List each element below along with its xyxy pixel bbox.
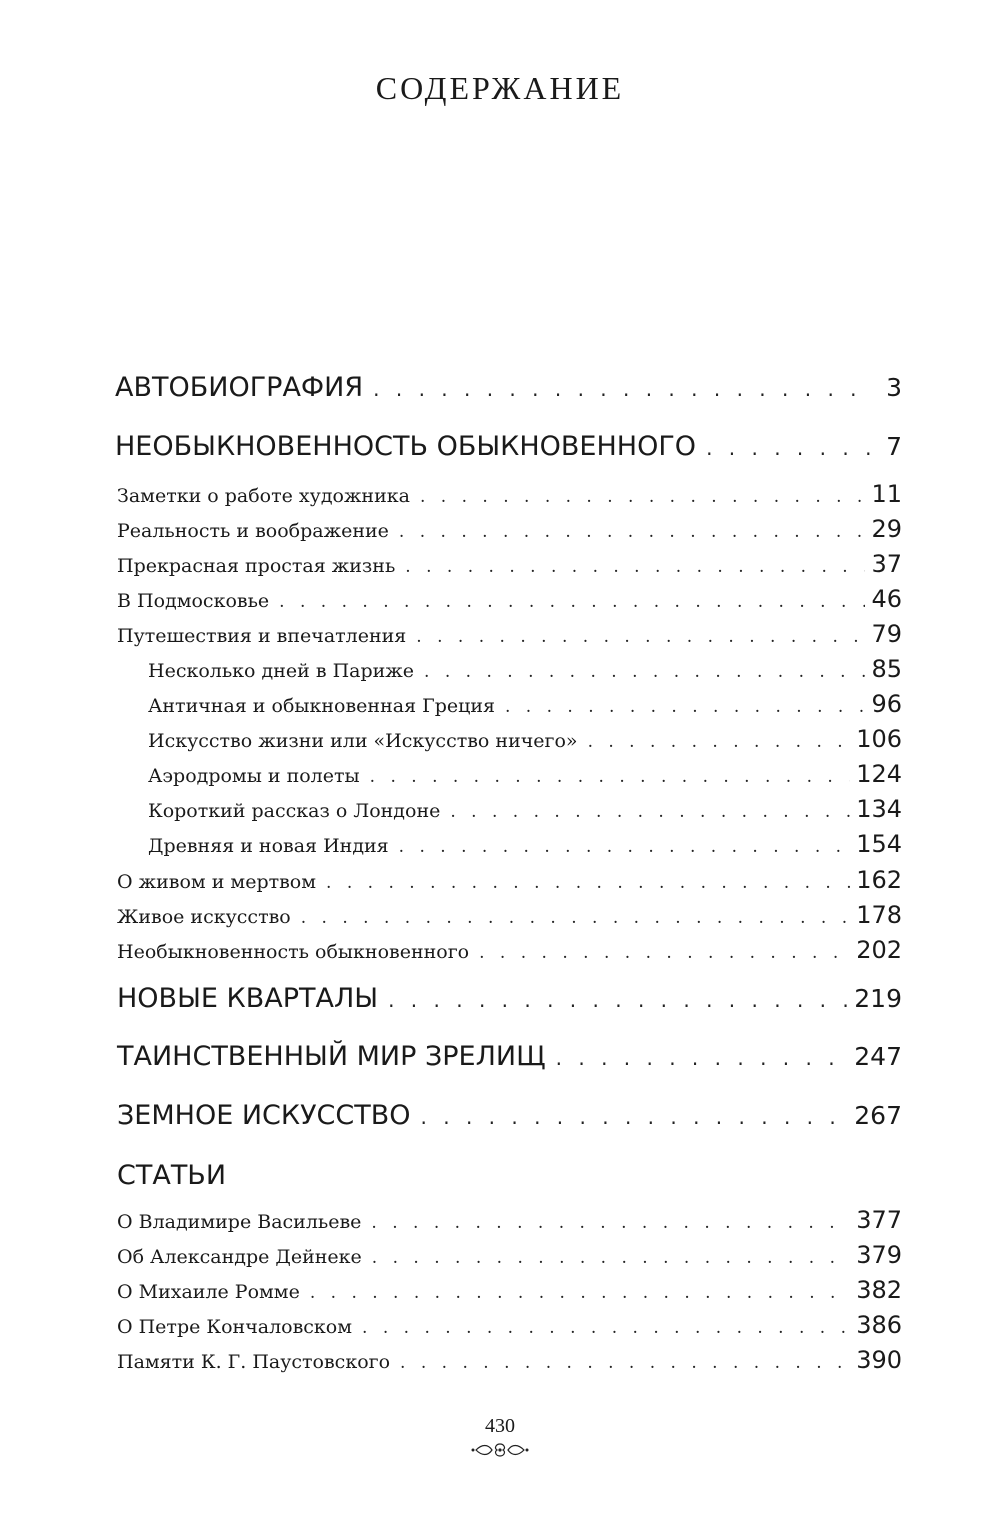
dot-leader [370, 767, 851, 787]
toc-entry-unusualness[interactable] [115, 431, 902, 462]
dot-leader [479, 943, 850, 963]
toc-article-entry[interactable] [117, 1346, 902, 1374]
toc-entry-page: 79 [871, 620, 902, 648]
toc-entry-label: Памяти К. Г. Паустовского [117, 1351, 391, 1373]
toc-entry-page: 106 [856, 725, 902, 753]
toc-entry-autobiography[interactable] [115, 372, 902, 403]
dot-leader [416, 627, 865, 647]
dot-leader [421, 1105, 849, 1129]
toc-subentry[interactable] [117, 515, 902, 543]
toc-entry-label: Необыкновенность обыкновенного [117, 941, 470, 963]
dot-leader [450, 802, 850, 822]
toc-travel-entry[interactable] [148, 830, 902, 858]
toc-entry-page: 382 [856, 1276, 902, 1304]
toc-entry-label: Путешествия и впечатления [117, 625, 407, 647]
toc-entry-label: НОВЫЕ КВАРТАЛЫ [117, 983, 379, 1014]
dot-leader [279, 592, 865, 612]
toc-entry-page: 162 [856, 866, 902, 894]
toc-subentry[interactable] [117, 585, 902, 613]
toc-entry-label: Аэродромы и полеты [148, 765, 360, 787]
dot-leader [706, 436, 870, 460]
toc-entry-page: 377 [856, 1206, 902, 1234]
toc-subentry[interactable] [117, 480, 902, 508]
toc-entry-label: Несколько дней в Париже [148, 660, 415, 682]
toc-entry-page: 96 [871, 690, 902, 718]
toc-entry-page: 390 [856, 1346, 902, 1374]
toc-entry-label: Заметки о работе художника [117, 485, 410, 507]
dot-leader [388, 988, 848, 1012]
toc-entry-page: 267 [854, 1101, 902, 1130]
toc-article-entry[interactable] [117, 1311, 902, 1339]
toc-entry-page: 3 [886, 373, 902, 402]
page-number: 430 [485, 1415, 515, 1437]
toc-entry-page: 124 [856, 760, 902, 788]
toc-travel-entry[interactable] [148, 690, 902, 718]
toc-entry-page: 46 [871, 585, 902, 613]
toc-entry-page: 37 [871, 550, 902, 578]
toc-entry-label: В Подмосковье [117, 590, 270, 612]
dot-leader [373, 377, 870, 401]
dot-leader [399, 522, 866, 542]
toc-travel-entry[interactable] [148, 760, 902, 788]
dot-leader [399, 837, 851, 857]
toc-subentry[interactable] [117, 550, 902, 578]
toc-subentry[interactable] [117, 936, 902, 964]
toc-entry-page: 247 [854, 1042, 902, 1071]
toc-subentry[interactable] [117, 866, 902, 894]
dot-leader [372, 1248, 850, 1268]
toc-entry-page: 11 [871, 480, 902, 508]
toc-entry-page: 154 [856, 830, 902, 858]
toc-article-entry[interactable] [117, 1241, 902, 1269]
page-title: СОДЕРЖАНИЕ [375, 70, 625, 106]
toc-article-entry[interactable] [117, 1276, 902, 1304]
dot-leader [371, 1213, 850, 1233]
dot-leader [424, 662, 865, 682]
toc-entry-page: 29 [871, 515, 902, 543]
toc-entry-page: 219 [854, 984, 902, 1013]
toc-entry-earthly-art[interactable] [117, 1100, 902, 1131]
toc-travel-entry[interactable] [148, 725, 902, 753]
dot-leader [362, 1318, 850, 1338]
toc-entry-label: ЗЕМНОЕ ИСКУССТВО [117, 1100, 411, 1131]
toc-entry-label: О Петре Кончаловском [117, 1316, 353, 1338]
toc-entry-page: 134 [856, 795, 902, 823]
dot-leader [405, 557, 865, 577]
toc-travel-entry[interactable] [148, 795, 902, 823]
dot-leader [310, 1283, 850, 1303]
toc-entry-label: Прекрасная простая жизнь [117, 555, 396, 577]
toc-entry-page: 85 [871, 655, 902, 683]
toc-entry-mysterious-world[interactable] [117, 1041, 902, 1072]
toc-entry-label: НЕОБЫКНОВЕННОСТЬ ОБЫКНОВЕННОГО [115, 431, 697, 462]
toc-article-entry[interactable] [117, 1206, 902, 1234]
dot-leader [400, 1353, 850, 1373]
toc-entry-label: О Владимире Васильеве [117, 1211, 362, 1233]
toc-travel-entry[interactable] [148, 655, 902, 683]
dot-leader [420, 487, 865, 507]
toc-entry-page: 178 [856, 901, 902, 929]
dot-leader [588, 732, 851, 752]
toc-entry-page: 202 [856, 936, 902, 964]
toc-entry-label: Живое искусство [117, 906, 291, 928]
toc-entry-label: Короткий рассказ о Лондоне [148, 800, 441, 822]
toc-entry-label: Античная и обыкновенная Греция [148, 695, 495, 717]
toc-subentry[interactable] [117, 620, 902, 648]
dot-leader [505, 697, 865, 717]
toc-entry-page: 379 [856, 1241, 902, 1269]
toc-entry-label: Реальность и воображение [117, 520, 389, 542]
toc-entry-label: Об Александре Дейнеке [117, 1246, 362, 1268]
ornament-icon [470, 1440, 530, 1460]
toc-entry-label: О Михаиле Ромме [117, 1281, 300, 1303]
articles-heading: СТАТЬИ [117, 1160, 227, 1191]
toc-entry-label: О живом и мертвом [117, 871, 317, 893]
toc-entry-label: ТАИНСТВЕННЫЙ МИР ЗРЕЛИЩ [117, 1041, 546, 1072]
dot-leader [556, 1046, 849, 1070]
toc-entry-label: Древняя и новая Индия [148, 835, 389, 857]
toc-entry-page: 7 [886, 432, 902, 461]
toc-entry-new-quarters[interactable] [117, 983, 902, 1014]
toc-entry-page: 386 [856, 1311, 902, 1339]
toc-subentry[interactable] [117, 901, 902, 929]
dot-leader [301, 908, 850, 928]
toc-entry-label: Искусство жизни или «Искусство ничего» [148, 730, 578, 752]
dot-leader [326, 873, 850, 893]
toc-entry-label: АВТОБИОГРАФИЯ [115, 372, 364, 403]
